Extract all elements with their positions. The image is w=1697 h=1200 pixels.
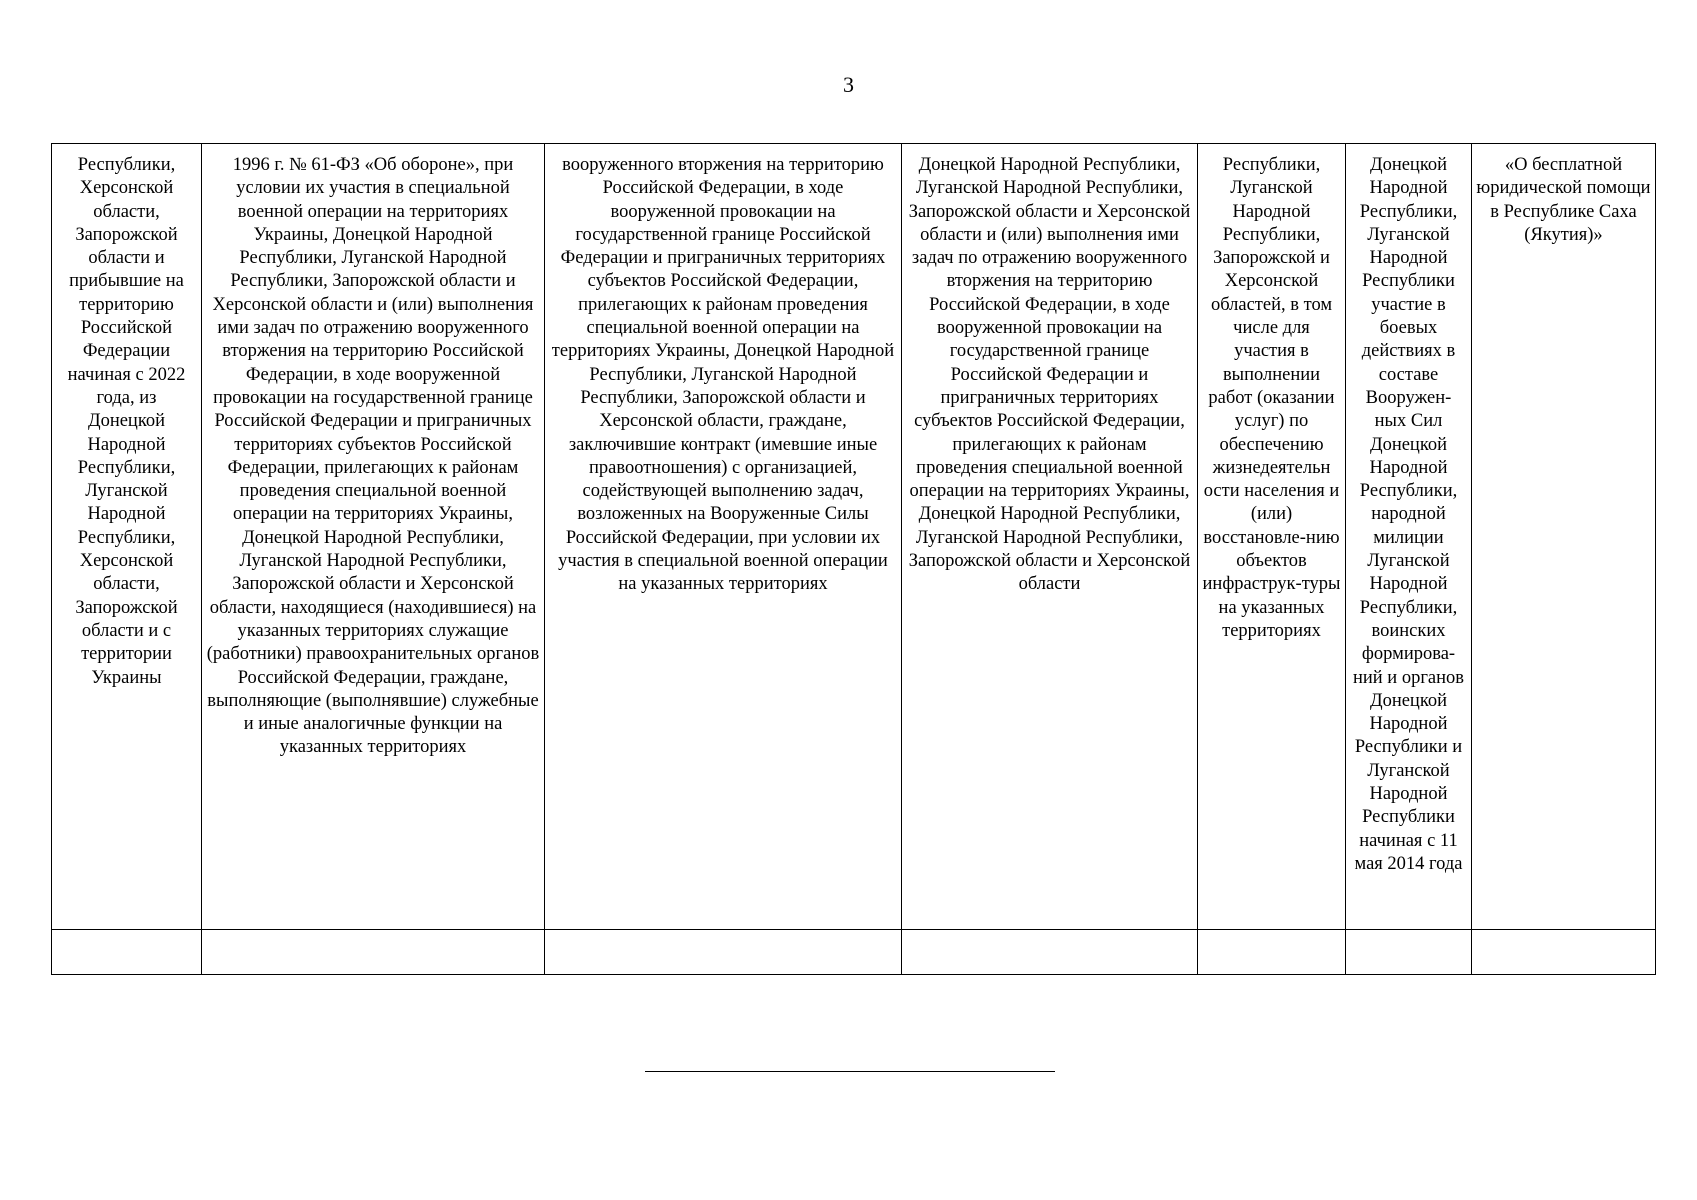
table-cell-col-4 (902, 144, 1198, 930)
cell-text: «О бесплатной юридической помощи в Республике Саха (Якутия)» (1476, 155, 1651, 245)
table-cell-col-6 (1346, 930, 1472, 975)
table-cell-col-1 (52, 930, 202, 975)
table-cell-col-5 (1198, 144, 1346, 930)
table-row-empty (52, 930, 1656, 975)
table-cell-col-7 (1472, 930, 1656, 975)
cell-text: Донецкой Народной Республики, Луганской Народной Республики, Запорожской области и Херсонской области и (или) выполнения ими задач по отражению вооруженного вторжения на территорию Российской Федерации, в ходе вооруженной провокации на государственной границе Российской Федерации и приграничных территориях субъектов Российской Федерации, прилегающих к районам проведения специальной военной операции на территориях Украины, Донецкой Народной Республики, Луганской Народной Республики, Запорожской области и Херсонской области (908, 155, 1191, 595)
table-cell-col-3 (545, 930, 902, 975)
table-cell-col-1 (52, 144, 202, 930)
cell-text: вооруженного вторжения на территорию Российской Федерации, в ходе вооруженной провокации на государственной границе Российской Федерации и приграничных территориях субъектов Российской Федерации, прилегающих к районам проведения специальной военной операции на территориях Украины, Донецкой Народной Республики, Луганской Народной Республики, Запорожской области и Херсонской области, граждане, заключившие контракт (имевшие иные правоотношения) с организацией, содействующей выполнению задач, возложенных на Вооруженные Силы Российской Федерации, при условии их участия в специальной военной операции на указанных территориях (551, 155, 895, 595)
table-cell-col-7 (1472, 144, 1656, 930)
end-of-document-rule (645, 1071, 1055, 1072)
cell-text: 1996 г. № 61-ФЗ «Об обороне», при условии их участия в специальной военной операции на территориях Украины, Донецкой Народной Республики, Луганской Народной Республики, Запорожской области и Херсонской области и (или) выполнения ими задач по отражению вооруженного вторжения на территорию Российской Федерации, в ходе вооруженной провокации на государственной границе Российской Федерации и приграничных территориях субъектов Российской Федерации, прилегающих к районам проведения специальной военной операции на территориях Украины, Донецкой Народной Республики, Луганской Народной Республики, Запорожской области и Херсонской области, находящиеся (находившиеся) на указанных территориях служащие (работники) правоохранительных органов Российской Федерации, граждане, выполняющие (выполнявшие) служебные и иные аналогичные функции на указанных территориях (206, 155, 540, 758)
table-row (52, 144, 1656, 930)
cell-text: Республики, Луганской Народной Республики, Запорожской и Херсонской областей, в том числе для участия в выполнении работ (оказании услуг) по обеспечению жизнедеятельн ости населения и (или) восстановле-нию объектов инфраструк-туры на указанных территориях (1202, 155, 1341, 641)
page-number: 3 (843, 72, 854, 97)
table-cell-col-5 (1198, 930, 1346, 975)
cell-text: Республики, Херсонской области, Запорожской области и прибывшие на территорию Российской Федерации начиная с 2022 года, из Донецкой Народной Республики, Луганской Народной Республики, Херсонской области, Запорожской области и с территории Украины (67, 155, 186, 688)
table-cell-col-3 (545, 144, 902, 930)
table-cell-col-2 (202, 144, 545, 930)
cell-text: Донецкой Народной Республики, Луганской Народной Республики участие в боевых действиях в составе Вооружен-ных Сил Донецкой Народной Республики, народной милиции Луганской Народной Республики, воинских формирова-ний и органов Донецкой Народной Республики и Луганской Народной Республики начиная с 11 мая 2014 года (1352, 155, 1465, 874)
table-cell-col-6 (1346, 144, 1472, 930)
table-cell-col-2 (202, 930, 545, 975)
document-table (51, 143, 1656, 975)
table-cell-col-4 (902, 930, 1198, 975)
